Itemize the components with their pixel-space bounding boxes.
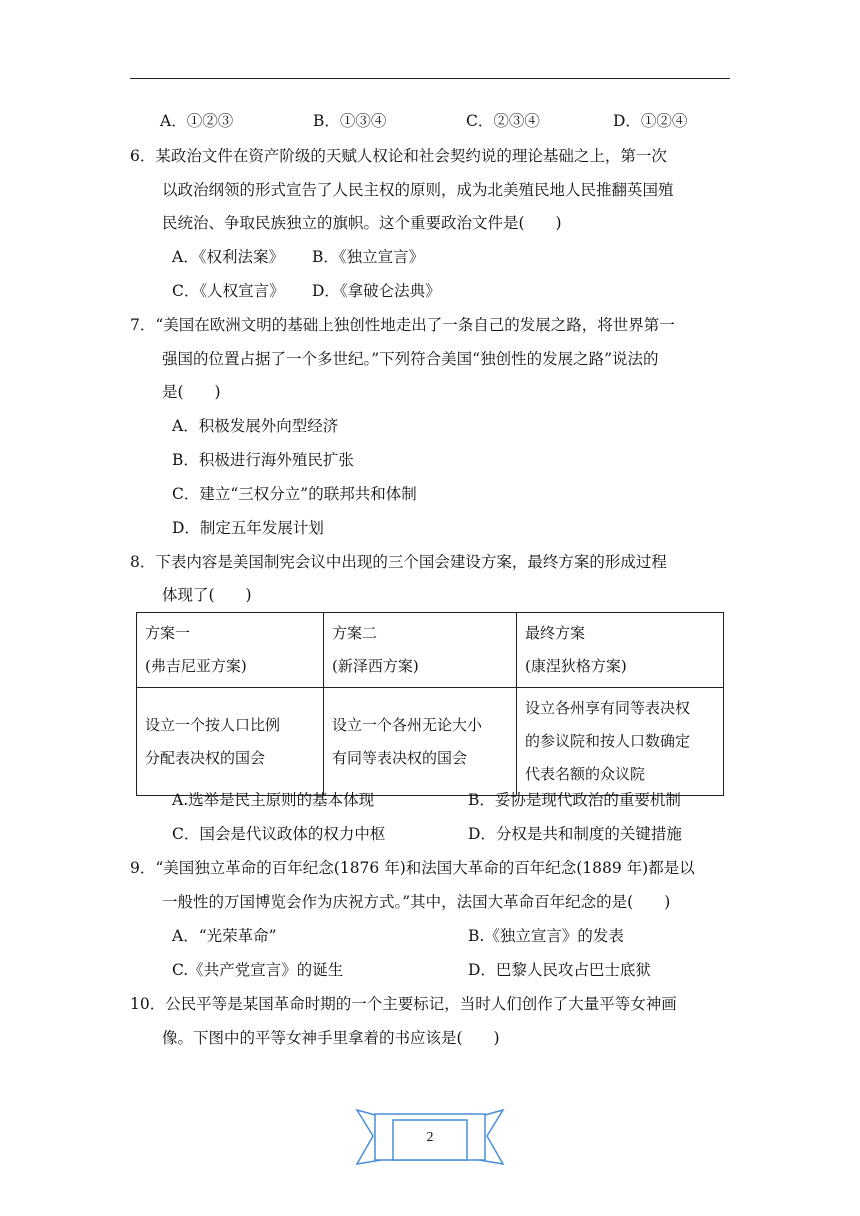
table-row [137, 688, 724, 796]
q8-stem-line: 体现了( ) [162, 586, 252, 604]
q9-stem-line: 一般性的万国博览会作为庆祝方式。”其中，法国大革命百年纪念的是( ) [162, 893, 671, 911]
q8-option-b: B．妥协是现代政治的重要机制 [468, 791, 681, 809]
q6-option-b: B．《独立宣言》 [312, 248, 425, 266]
header-rule [130, 78, 730, 79]
table-cell: 设立一个按人口比例 分配表决权的国会 [137, 688, 324, 796]
q5-option-c: C．②③④ [466, 112, 540, 130]
q7-stem-line: 是( ) [162, 383, 221, 401]
q9-option-d: D．巴黎人民攻占巴士底狱 [468, 961, 651, 979]
q7-option-a: A．积极发展外向型经济 [172, 417, 339, 435]
q6-stem-line: 以政治纲领的形式宣告了人民主权的原则，成为北美殖民地人民推翻英国殖 [162, 181, 674, 199]
table-header-cell: 方案一 (弗吉尼亚方案) [137, 613, 324, 688]
table-header-cell: 最终方案 (康涅狄格方案) [517, 613, 724, 688]
q5-option-d: D．①②④ [613, 112, 688, 130]
q8-option-c: C．国会是代议政体的权力中枢 [172, 825, 386, 843]
q8-stem-line: 8．下表内容是美国制宪会议中出现的三个国会建设方案，最终方案的形成过程 [130, 553, 667, 571]
q5-option-b: B．①③④ [313, 112, 387, 130]
q6-option-d: D．《拿破仑法典》 [312, 282, 441, 300]
q10-stem-line: 像。下图中的平等女神手里拿着的书应该是( ) [162, 1029, 500, 1047]
scheme-table [136, 612, 724, 796]
table-cell: 设立各州享有同等表决权 的参议院和按人口数确定 代表名额的众议院 [517, 688, 724, 796]
q7-option-d: D．制定五年发展计划 [172, 519, 324, 537]
q7-option-b: B．积极进行海外殖民扩张 [172, 451, 354, 469]
q5-option-a: A．①②③ [160, 112, 234, 130]
q6-stem-line: 6．某政治文件在资产阶级的天赋人权论和社会契约说的理论基础之上，第一次 [130, 147, 667, 165]
q10-stem-line: 10．公民平等是某国革命时期的一个主要标记，当时人们创作了大量平等女神画 [130, 995, 677, 1013]
q9-option-b: B.《独立宣言》的发表 [468, 927, 624, 945]
table-header-cell: 方案二 (新泽西方案) [324, 613, 517, 688]
table-cell: 设立一个各州无论大小 有同等表决权的国会 [324, 688, 517, 796]
q7-option-c: C．建立“三权分立”的联邦共和体制 [172, 485, 417, 503]
page-number-ribbon [355, 1104, 505, 1166]
q9-stem-line: 9．“美国独立革命的百年纪念(1876 年)和法国大革命的百年纪念(1889 年)都是以 [130, 859, 695, 877]
q7-stem-line: 7．“美国在欧洲文明的基础上独创性地走出了一条自己的发展之路，将世界第一 [130, 316, 675, 334]
q8-option-d: D．分权是共和制度的关键措施 [468, 825, 682, 843]
q9-option-c: C.《共产党宣言》的诞生 [172, 961, 344, 979]
q6-option-c: C．《人权宣言》 [172, 282, 285, 300]
table-header-row [137, 613, 724, 688]
q6-stem-line: 民统治、争取民族独立的旗帜。这个重要政治文件是( ) [162, 214, 562, 232]
q7-stem-line: 强国的位置占据了一个多世纪。”下列符合美国“独创性的发展之路”说法的 [162, 350, 659, 368]
q9-option-a: A．“光荣革命” [172, 927, 277, 945]
page-number: 2 [426, 1130, 434, 1145]
q6-option-a: A．《权利法案》 [172, 248, 284, 266]
q8-option-a: A.选举是民主原则的基本体现 [172, 791, 375, 809]
